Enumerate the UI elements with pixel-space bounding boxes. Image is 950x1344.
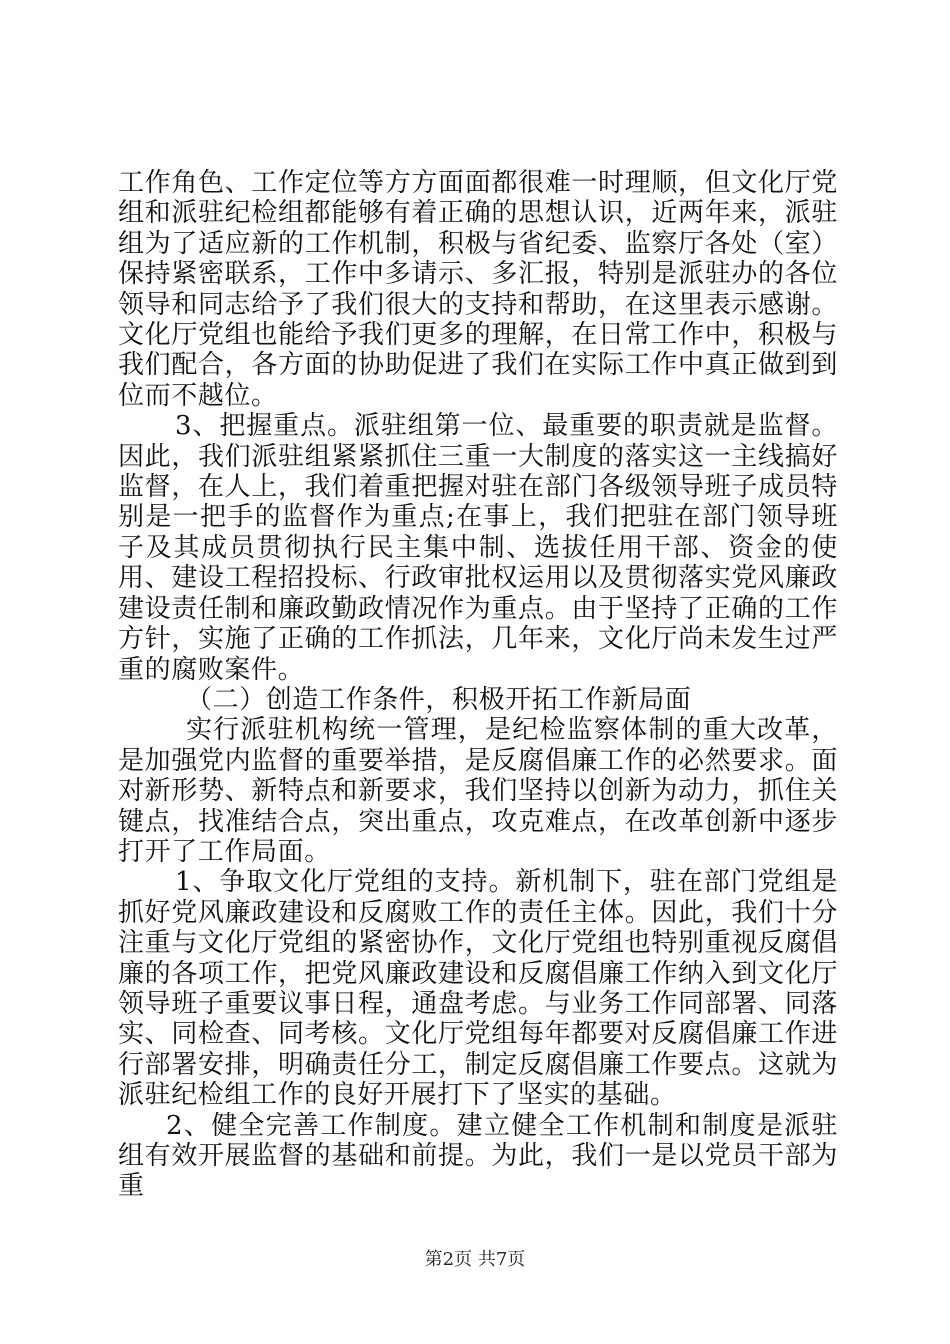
section-heading-create-conditions: （二）创造工作条件，积极开拓工作新局面: [186, 684, 692, 715]
paragraph-continuation: 工作角色、工作定位等方方面面都很难一时理顺，但文化厅党组和派驻纪检组都能够有着正确的思想认识，近两年来，派驻组为了适应新的工作机制，积极与省纪委、监察厅各处（室）保持紧密联系，工作中多请示、多汇报，特别是派驻办的各位领导和同志给予了我们很大的支持和帮助，在这里表示感谢。文化厅党组也能给予我们更多的理解，在日常工作中，积极与我们配合，各方面的协助促进了我们在实际工作中真正做到到位而不越位。: [118, 168, 838, 411]
paragraph-party-support: 1、争取文化厅党组的支持。新机制下，驻在部门党组是抓好党风廉政建设和反腐败工作的责任主体。因此，我们十分注重与文化厅党组的紧密协作，文化厅党组也特别重视反腐倡廉的各项工作，把党风廉政建设和反腐倡廉工作纳入到文化厅领导班子重要议事日程，通盘考虑。与业务工作同部署、同落实、同检查、同考核。文化厅党组每年都要对反腐倡廉工作进行部署安排，明确责任分工，制定反腐倡廉工作要点。这就为派驻纪检组工作的良好开展打下了坚实的基础。: [118, 867, 838, 1111]
paragraph-grasp-focus: 3、把握重点。派驻组第一位、最重要的职责就是监督。因此，我们派驻组紧紧抓住三重一大制度的落实这一主线搞好监督，在人上，我们着重把握对驻在部门各级领导班子成员特别是一把手的监督作为重点;在事上，我们把驻在部门领导班子及其成员贯彻执行民主集中制、选拔任用干部、资金的使用、建设工程招投标、行政审批权运用以及贯彻落实党风廉政建设责任制和廉政勤政情况作为重点。由于坚持了正确的工作方针，实施了正确的工作抓法，几年来，文化厅尚未发生过严重的腐败案件。: [118, 411, 838, 685]
paragraph-unified-management: 实行派驻机构统一管理，是纪检监察体制的重大改革，是加强党内监督的重要举措，是反腐倡廉工作的必然要求。面对新形势、新特点和新要求，我们坚持以创新为动力，抓住关键点，找准结合点，突出重点，攻克难点，在改革创新中逐步打开了工作局面。: [118, 715, 838, 867]
document-body: [118, 168, 838, 1202]
page-footer: 第2页 共7页: [424, 1249, 526, 1270]
paragraph-improve-systems: 2、健全完善工作制度。建立健全工作机制和制度是派驻组有效开展监督的基础和前提。为此，我们一是以党员干部为重: [118, 1110, 838, 1202]
